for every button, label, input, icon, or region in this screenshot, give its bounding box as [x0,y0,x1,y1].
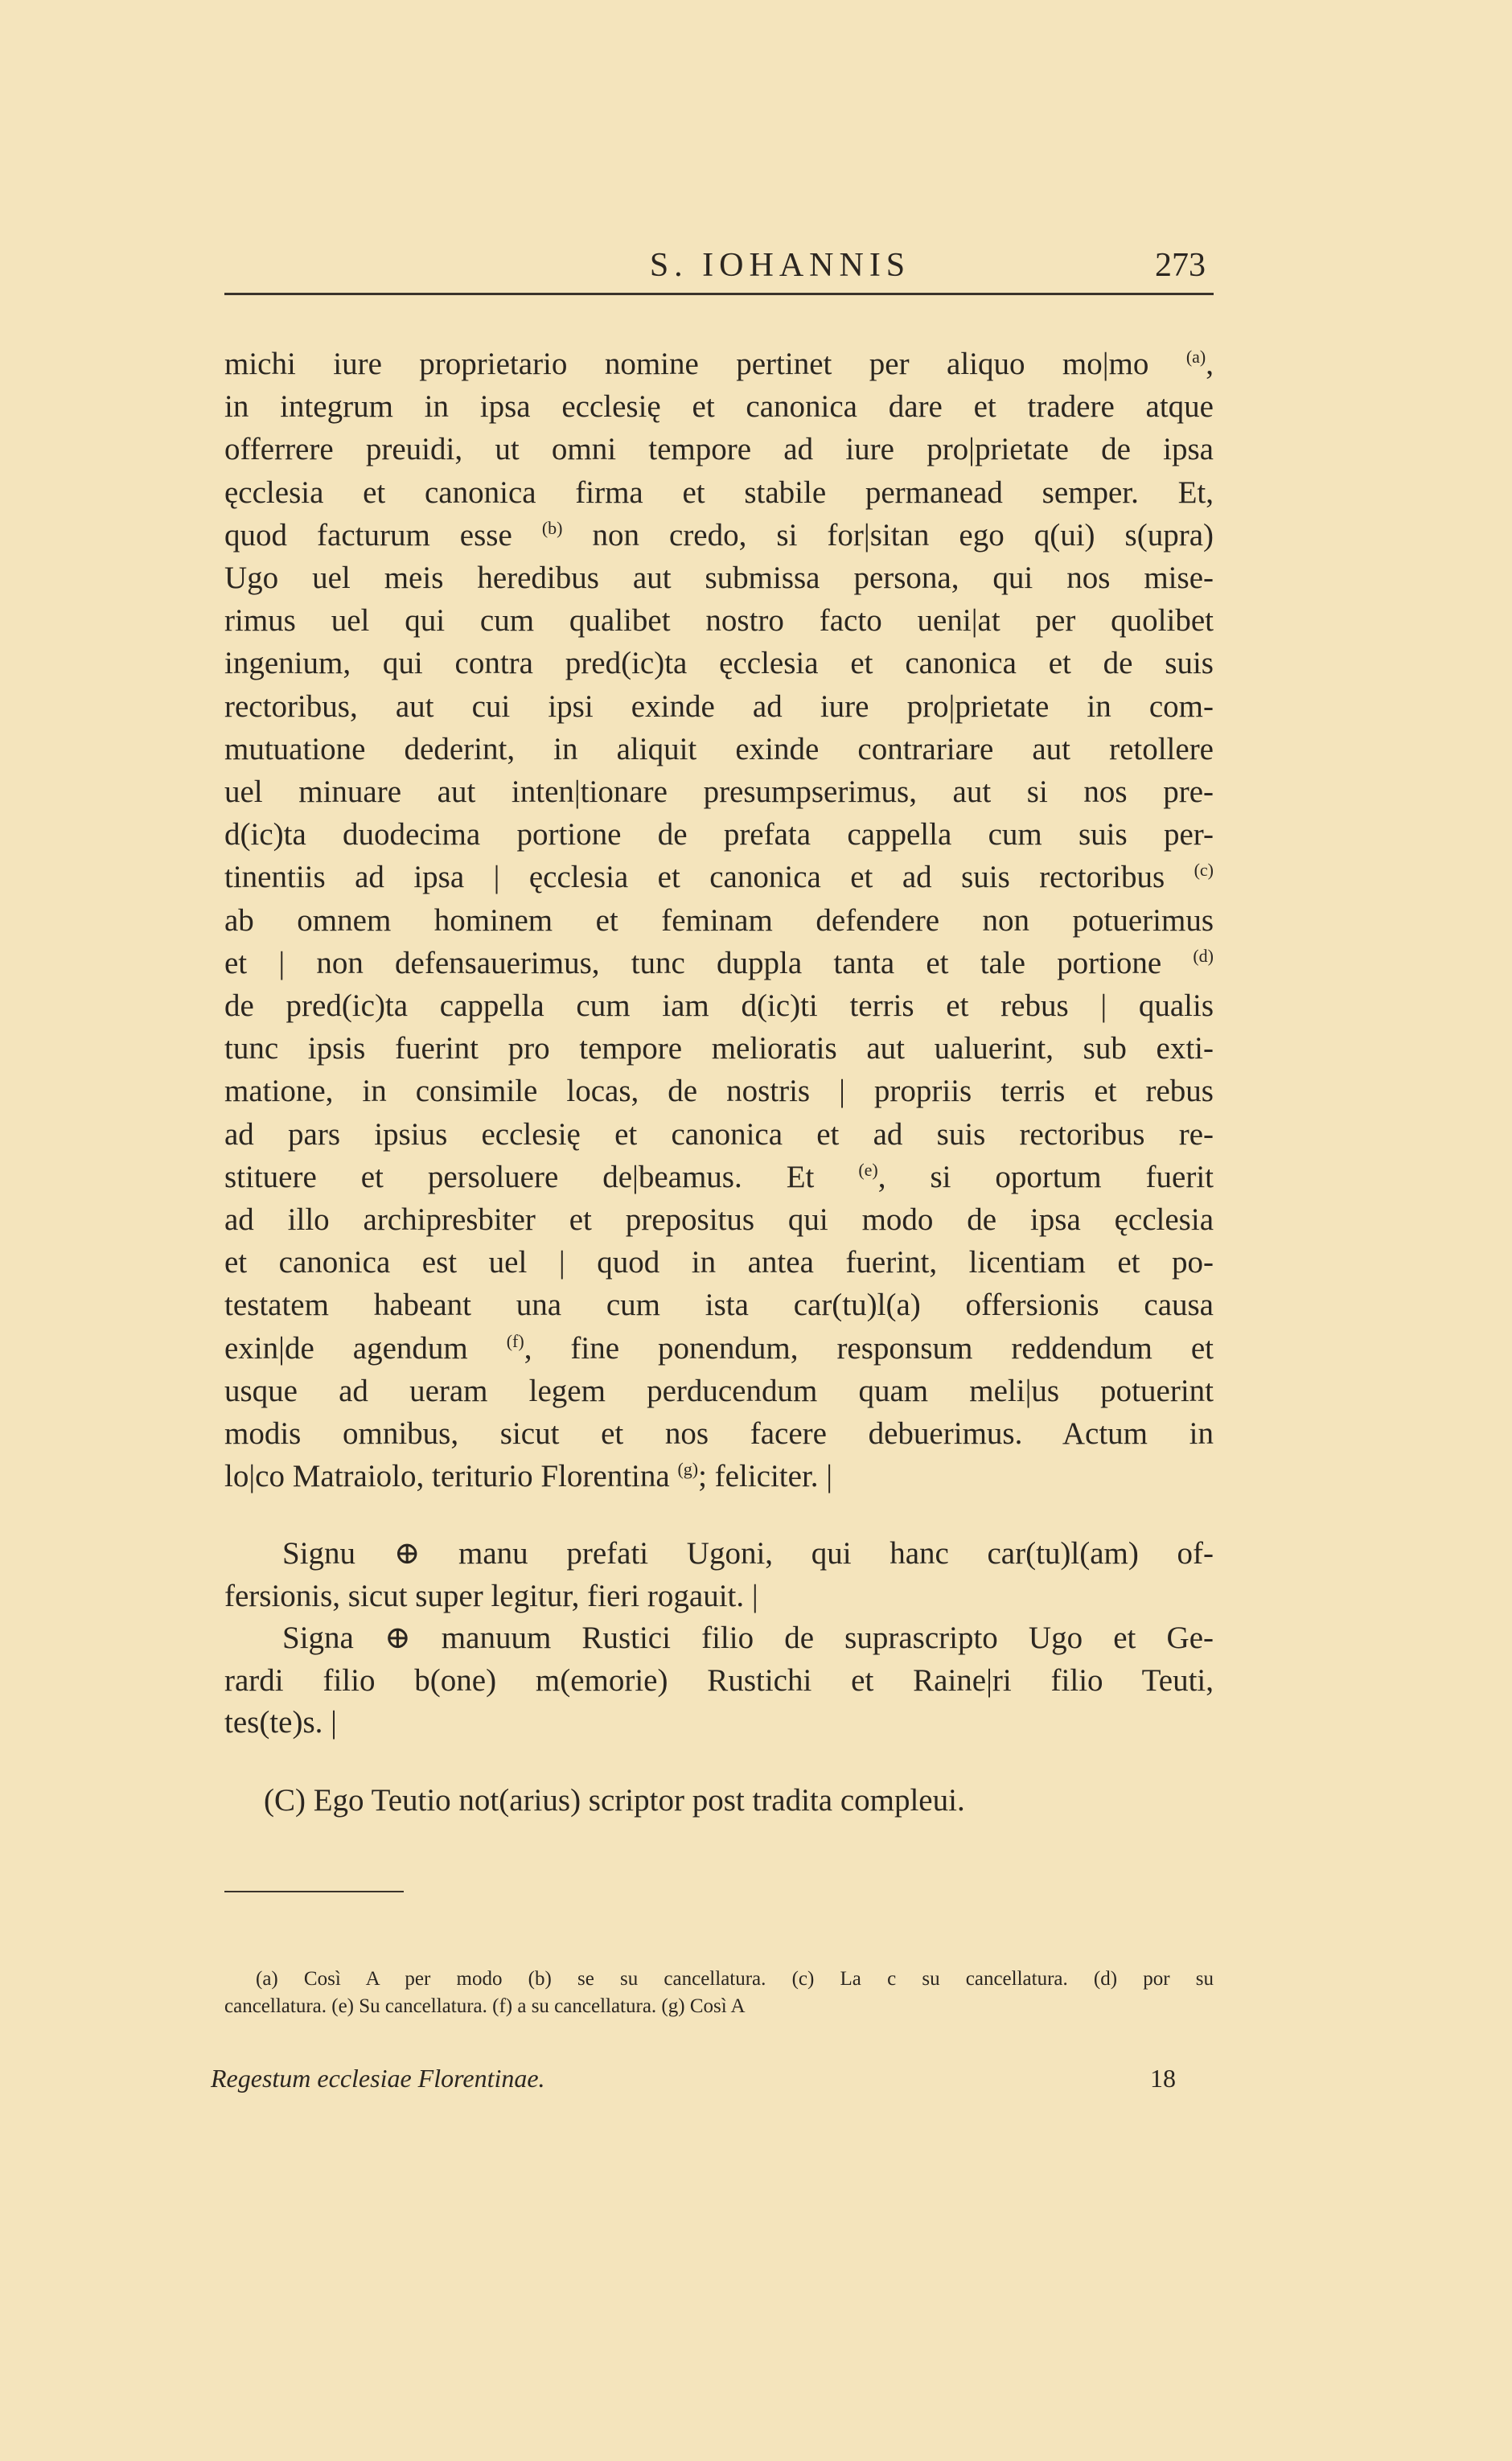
text-line: testatem habeant una cum ista car(tu)l(a) offersionis causa [224,1288,1214,1323]
text-line: tinentiis ad ipsa | ęcclesia et canonica et ad suis rectoribus $^{(c)}$ [224,860,1214,895]
signature-line: Signa ⊕ manuum Rustici filio de suprascripto Ugo et Ge- [282,1621,1214,1655]
text-line: michi iure proprietario nomine pertinet per aliquo mo|mo $^{(a)}$, [224,347,1214,381]
text-line: offerrere preuidi, ut omni tempore ad iure pro|prietate de ipsa [224,432,1214,467]
text-line: et | non defensauerimus, tunc duppla tanta et tale portione $^{(d)}$ [224,945,1214,980]
signature-line: fersionis, sicut super legitur, fieri rogauit. | [224,1578,758,1613]
text-line: modis omnibus, sicut et nos facere debuerimus. Actum in [224,1416,1214,1451]
text-line: exin|de agendum $^{(f)}$, fine ponendum, responsum reddendum et [224,1330,1214,1366]
signature-line: rardi filio b(one) m(emorie) Rustichi et Raine|ri filio Teuti, [224,1662,1214,1698]
text-line: tunc ipsis fuerint pro tempore melioratis aut ualuerint, sub exti- [224,1031,1214,1066]
signature-line: Signu ⊕ manu prefati Ugoni, qui hanc car(tu)l(am) of- [282,1536,1214,1571]
footnote-line: (a) Così A per modo (b) se su cancellatura. (c) La c su cancellatura. (d) por su [256,1968,1214,1990]
text-line: de pred(ic)ta cappella cum iam d(ic)ti terris et rebus | qualis [224,988,1214,1023]
text-line: quod facturum esse $^{(b)}$ non credo, si for|sitan ego q(ui) s(upra) [224,517,1214,553]
text-line: ab omnem hominem et feminam defendere non potuerimus [224,902,1214,938]
notary-line: (C) Ego Teutio not(arius) scriptor post tradita compleui. [264,1783,965,1818]
running-header-title: S. IOHANNIS [649,247,911,284]
text-line: rectoribus, aut cui ipsi exinde ad iure pro|prietate in com- [224,688,1214,724]
signature-mark: 18 [1150,2064,1176,2093]
text-line: matione, in consimile locas, de nostris | propriis terris et rebus [224,1074,1214,1109]
text-line: d(ic)ta duodecima portione de prefata cappella cum suis per- [224,817,1214,853]
text-line: et canonica est uel | quod in antea fuerint, licentiam et po- [224,1245,1214,1280]
text-line: ad pars ipsius ecclesię et canonica et ad suis rectoribus re- [224,1116,1214,1152]
text-line: stituere et persoluere de|beamus. Et $^{(e)}$, si oportum fuerit [224,1159,1214,1194]
text-line: uel minuare aut inten|tionare presumpserimus, aut si nos pre- [224,774,1214,809]
text-line: lo|co Matraiolo, teriturio Florentina $^{(g)}$; feliciter. | [224,1459,833,1494]
text-line: usque ad ueram legem perducendum quam meli|us potuerint [224,1373,1214,1408]
footnote-line: cancellatura. (e) Su cancellatura. (f) a su cancellatura. (g) Così A [224,1995,746,2017]
text-line: mutuatione dederint, in aliquit exinde contrariare aut retollere [224,731,1214,766]
header-rule [224,293,1214,295]
signature-line: tes(te)s. | [224,1705,337,1740]
page-number: 273 [1155,247,1206,284]
footer-title: Regestum ecclesiae Florentinae. [211,2064,545,2093]
text-line: ad illo archipresbiter et prepositus qui modo de ipsa ęcclesia [224,1202,1214,1237]
text-line: ingenium, qui contra pred(ic)ta ęcclesia et canonica et de suis [224,646,1214,681]
text-line: Ugo uel meis heredibus aut submissa persona, qui nos mise- [224,561,1214,595]
text-line: ęcclesia et canonica firma et stabile permanead semper. Et, [224,475,1214,510]
footnote-rule [224,1891,404,1892]
text-line: in integrum in ipsa ecclesię et canonica dare et tradere atque [224,389,1214,425]
text-line: rimus uel qui cum qualibet nostro facto ueni|at per quolibet [224,603,1214,639]
